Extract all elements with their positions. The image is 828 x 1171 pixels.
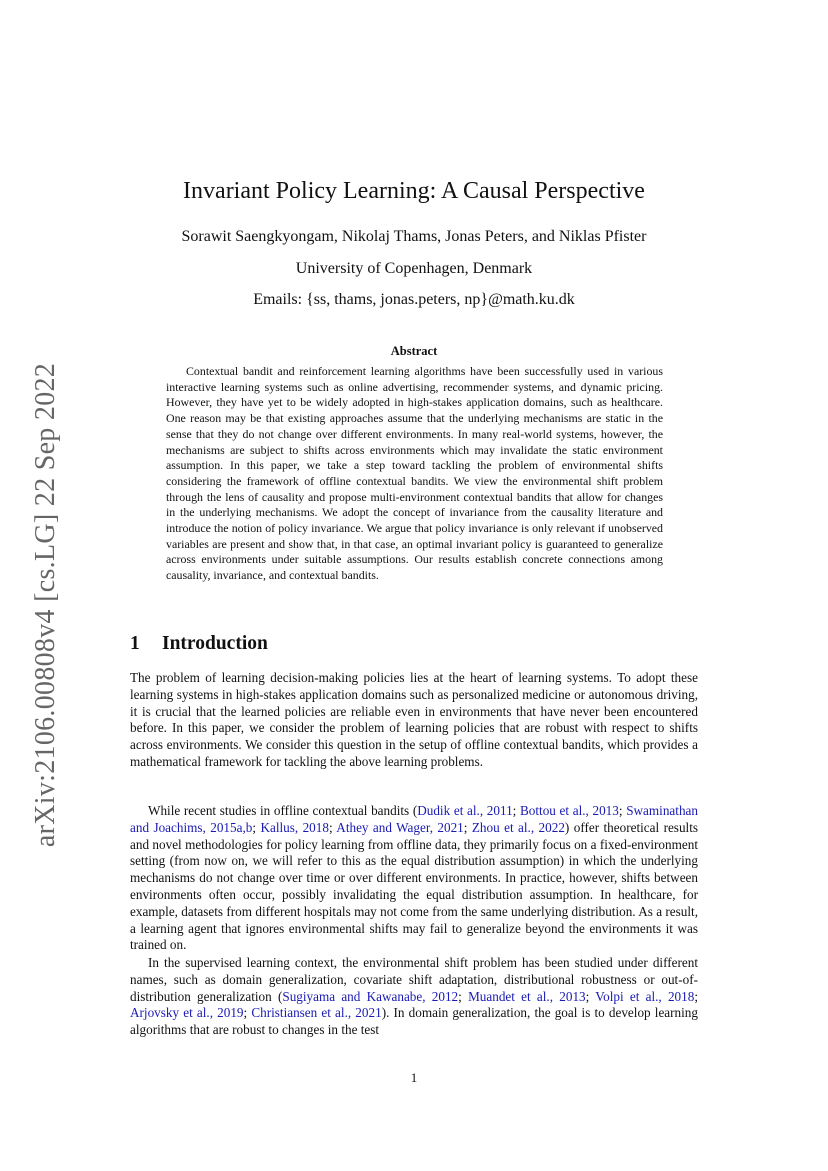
citation-separator: ;: [618, 803, 627, 818]
citation-separator: ;: [585, 988, 596, 1004]
citation-link[interactable]: Sugiyama and Kawanabe, 2012: [282, 988, 459, 1004]
intro-paragraph-1: The problem of learning decision-making policies lies at the heart of learning systems. To adopt these learning systems in high-stakes application domains such as personalized medicine or autonomous driving, it is crucial that the learned policies are reliable even in environments that have never been encountered before. In this paper, we consider the problem of learning policies that are robust with respect to shifts across environments. We consider this question in the setup of offline contextual bandits, which provides a mathematical framework for tackling the above learning problems.: [130, 670, 698, 769]
affiliation: University of Copenhagen, Denmark: [295, 260, 533, 277]
citation-link[interactable]: Athey and Wager, 2021: [336, 819, 464, 835]
citation-link[interactable]: Kallus, 2018: [260, 819, 329, 835]
citation-link[interactable]: Christiansen et al., 2021: [251, 1005, 382, 1021]
author-list: Sorawit Saengkyongam, Nikolaj Thams, Jonas Peters, and Niklas Pfister: [181, 228, 647, 245]
citation-link[interactable]: Arjovsky et al., 2019: [130, 1005, 244, 1021]
intro-paragraph-3: [130, 955, 698, 1039]
citation-link[interactable]: Zhou et al., 2022: [471, 819, 565, 835]
citation-separator: ;: [328, 819, 337, 835]
arxiv-identifier-text: arXiv:2106.00808v4 [cs.LG] 22 Sep 2022: [30, 362, 62, 848]
paper-title: Invariant Policy Learning: A Causal Perspective: [183, 178, 645, 204]
paragraph-text: While recent studies in offline contextual bandits (: [148, 803, 418, 818]
paragraph-text: ). In domain generalization, the goal is to develop learning algorithms that are robust to changes in the test: [130, 1005, 698, 1038]
abstract-heading: Abstract: [390, 344, 438, 358]
citation-link[interactable]: Bottou et al., 2013: [520, 803, 619, 818]
citation-separator: ;: [694, 988, 698, 1004]
intro-paragraph-2: [130, 803, 698, 954]
citation-separator: ;: [252, 819, 261, 835]
section-title: Introduction: [162, 633, 268, 654]
page-number: 1: [410, 1070, 418, 1085]
citation-link[interactable]: Dudik et al., 2011: [417, 803, 513, 818]
citation-link[interactable]: Muandet et al., 2013: [468, 988, 586, 1004]
section-number: 1: [130, 633, 140, 654]
citation-separator: ;: [512, 803, 520, 818]
citation-link[interactable]: Swaminathan and Joachims, 2015a,b: [130, 803, 698, 835]
citation-separator: ;: [243, 1005, 252, 1021]
paragraph-text: In the supervised learning context, the environmental shift problem has been studied under different names, such as domain generalization, covariate shift adaptation, distributional robustness or out-of-distribution generalization (: [130, 955, 698, 1004]
section-heading-introduction: [130, 633, 268, 655]
citation-separator: ;: [463, 819, 472, 835]
citation-link[interactable]: Volpi et al., 2018: [595, 988, 695, 1004]
abstract-body: Contextual bandit and reinforcement learning algorithms have been successfully used in various interactive learning systems such as online advertising, recommender systems, and dynamic pricing. However, they have yet to be widely adopted in high-stakes application domains, such as healthcare. One reason may be that existing approaches assume that the underlying mechanisms are static in the sense that they do not change over different environments. In many real-world systems, however, the mechanisms are subject to shifts across environments which may invalidate the static environment assumption. In this paper, we take a step toward tackling the problem of environmental shifts considering the framework of offline contextual bandits. We view the environmental shift problem through the lens of causality and propose multi-environment contextual bandits that allow for changes in the underlying mechanisms. We adopt the concept of invariance from the causality literature and introduce the notion of policy invariance. We argue that policy invariance is only relevant if unobserved variables are present and show that, in that case, an optimal invariant policy is guaranteed to generalize across environments under suitable assumptions. Our results establish concrete connections among causality, invariance, and contextual bandits.: [166, 364, 663, 583]
paragraph-text: ) offer theoretical results and novel methodologies for policy learning from offline data, they primarily focus on a fixed-environment setting (from now on, we will refer to this as the equal distribution assumption) in which the underlying mechanisms do not change over time or over different environments. In practice, however, shifts between environments often occur, possibly invalidating the equal distribution assumption. In healthcare, for example, datasets from different hospitals may not come from the same underlying distribution. As a result, a learning agent that ignores environmental shifts may fail to generalize beyond the environments it was trained on.: [130, 819, 698, 953]
citation-separator: ;: [458, 988, 469, 1004]
arxiv-identifier-stamp: [30, 362, 62, 848]
author-emails: Emails: {ss, thams, jonas.peters, np}@math.ku.dk: [253, 291, 575, 308]
